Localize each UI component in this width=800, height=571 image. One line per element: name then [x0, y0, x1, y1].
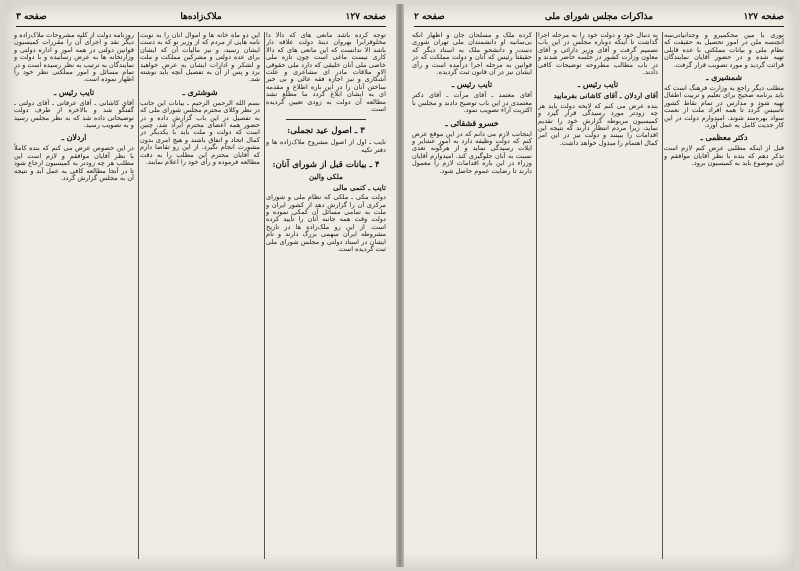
speaker-name: ملکی والین — [309, 172, 343, 182]
speaker-name: تایب ـ کنمی مالی — [333, 182, 386, 192]
speaker-name: تایب رئیس ـ — [451, 80, 493, 90]
paragraph: نایب ـ اول از اصول مشروح ملاک‌زاده ها و دفتر تکیه — [266, 138, 386, 154]
paragraph: در این خصوص عرض می کنم که بنده کاملاً با نظر آقایان موافقم و لازم است این مطلب هر چه زودتر به کمیسیون ارجاع شود تا در آنجا مطالعه کافی به عمل آید و نتیجه آن به مجلس گزارش گردد. — [14, 144, 134, 183]
paragraph: به دنبال خود و دولت خود را به مرحله اجرا گذاشت تا اینکه دوباره مجلس در این باب تصمیم گرفت و آقای وزیر دارائی و آقای معاون وزارت کشور در جلسه حاضر شدند و در باب مطالب مطروحه توضیحات کافی دادند. — [538, 32, 658, 77]
book-gutter — [396, 4, 404, 567]
left-col-1 — [266, 32, 386, 561]
paragraph: قبل از اینکه مطلبی عرض کنم لازم است تذکر دهم که بنده با نظر آقایان موافقم و این موضوع باید به کمیسیون برود. — [664, 144, 784, 168]
speaker-name: تایب رئیس ـ — [53, 87, 95, 97]
left-page-section: صفحه ۳ — [16, 12, 47, 22]
speaker-list: آقای اردلان ـ آقای کاشانی بفرمایید — [553, 91, 658, 101]
right-page-header — [414, 10, 784, 27]
right-page — [404, 4, 794, 567]
paragraph: آقای معتمد ـ آقای مرآت ـ آقای دکتر معتمدی در این باب توضیح دادند و مجلس با اکثریت آراء تصویب نمود. — [412, 91, 532, 115]
section-heading: ۴ ـ بیانات قبل از شورای آنان: — [272, 160, 380, 171]
right-page-number: صفحه ۱۲۷ — [743, 12, 784, 22]
speaker-name: تایب رئیس ـ — [577, 80, 619, 90]
right-page-section: صفحه ۲ — [414, 12, 445, 22]
paragraph: نوری با مین محکمیرو و وجدانیاتی‌سه آنچنسه ملن در امور تحصیل به حقیقت که نظام ملی و بیانات مملکتی با عده قابلی تهیه شده و در حضور آقایان نمایندگان قرائت گردید و مورد تصویب قرار گرفت. — [664, 32, 784, 69]
speaker-name: دکتر معظمی ـ — [700, 133, 748, 143]
right-page-title: مذاکرات مجلس شورای ملی — [544, 12, 654, 22]
column-rule — [662, 32, 663, 559]
speaker-name: شوشتری ـ — [182, 87, 218, 97]
paragraph: بسم الله الرحمن الرحیم ـ بیانات این جانب در نظر وکلای محترم مجلس شورای ملی که به تفصیل در این باب گزارش داده و در حضور همه اعضای محترم ایراد شد، چنین است که دولت و ملت باید با یکدیگر در کمال اتحاد و اتفاق باشند و هیچ امری بدون مشورت انجام نگیرد. از این رو تقاضا دارم که آقایان محترم این مطلب را به دقت مطالعه فرموده و رأی خود را اعلام نمایند. — [140, 98, 260, 167]
left-page — [6, 4, 396, 567]
speaker-name: اردلان ـ — [61, 133, 87, 143]
left-col-2 — [140, 32, 260, 561]
left-page-header — [16, 10, 386, 27]
right-col-1 — [412, 32, 532, 561]
paragraph: این دو ماه خانه ها و اموال آنان را به نوبت نامه هایی از مردم که از وزیر نو که به دست ایشان رسید، و نیز مالیات آن که ایشان برای عده دولتی و مشرکین مملکت و ملت و لشکر و ادارات ایشان به عرض خواهید برد و پس از آن به تفصیل آنچه باید نوشته شد. — [140, 32, 260, 84]
column-rule — [138, 32, 139, 559]
divider — [286, 119, 366, 120]
left-col-3 — [14, 32, 134, 561]
left-page-number: صفحه ۱۲۷ — [345, 12, 386, 22]
column-rule — [264, 32, 265, 559]
paragraph: اینجانب لازم می دانم که در این موقع عرض کنم که دولت وظیفه دارد به امور عشایر و ایلات رسیدگی نماید و از هرگونه تعدی نسبت به آنان جلوگیری کند. امیدوارم آقایان وزراء در این باره اقدامات لازم را معمول دارند تا رضایت عموم حاصل شود. — [412, 129, 532, 175]
paragraph: کرده ملک و مسلحان جان و اظهار آنکه بی‌سانیه او دانشمندان ملی تهران شوری دست و دانشجو ملک به اسناد دیگر که حقیقتاً رئیس که آنان و دولت مملکت که در قوانین به مرحله اجرا درآمده است و رأی ایشان نیز در آن قانون ثبت گردیده. — [412, 32, 532, 77]
right-col-2 — [538, 32, 658, 561]
paragraph: مطلب دیگر راجع به وزارت فرهنگ است که باید برنامه صحیح برای تعلیم و تربیت اطفال تهیه شود و مدارس در تمام نقاط کشور تأسیس گردد تا همه افراد ملت از نعمت سواد بهره‌مند شوند. امیدوارم دولت در این کار جدیت کامل به عمل آورد. — [664, 84, 784, 130]
left-page-title: ملاک‌زاده‌ها — [180, 12, 222, 22]
paragraph: روزنامه دولت از کلیه مشروحات ملاک‌زاده و دیگر نقد و اجرای آن را مقررات کمیسیون قوانین دولتی در همه امور و اداره دولتی و وزارتخانه ها به عرض رسانیده و با دولت و نمایندگان به ترتیب به نظر رسیده است و در تمام مسائل و امور مملکتی نظر خود را اظهار نموده است. — [14, 32, 134, 84]
newspaper-spread — [6, 4, 794, 567]
paragraph: آقای کاشانی ـ آقای عرفانی ـ آقای دولتی ـ گفتگو شد و بالاخره از طرف دولت توضیحاتی داده شد که به نظر مجلس رسید و به تصویب رسید. — [14, 98, 134, 130]
paragraph: دولت مکی ـ ملکی که نظام ملی و شورای مرکزی آن را گزارش دهد از کشور ایران و ملت به تمامی مسائل آن کمکی نموده و دولت وقت همه جانبه آنان را تأیید کرده است. از این رو ملک‌زاده ها در تاریخ مشروطه ایران سهمی بزرگ دارند و نام ایشان در اسناد دولتی و مجلس شورای ملی ثبت گردیده است. — [266, 193, 386, 253]
right-col-3 — [664, 32, 784, 561]
paragraph: توجه کرده باشد مانعی های که دالا دا مخلوقرابرا بهروان دینهٔ دولت علاقه دار باشد الا ندانست که این مانعی های که دالا کاری نیست ماغی است چون تازه ملی خاصی ملی آنان خلیقی که دارد ملی حقوقی الاو ملاقات مادر ای مشاعری و علت آشکاری و نیز اجازه فقه عالی و بی خبر ساختن آنان را در این باره اطلاع و مقدمه ای به ایشان ابلاغ گردد ما مطلع نشد مطالعه آن دولت به زودی تعیین گردیده است. — [266, 32, 386, 114]
speaker-name: شمشیری ـ — [706, 73, 742, 83]
speaker-name: خسرو قشقائی ـ — [445, 118, 499, 128]
section-heading: ۳ ـ اصول عید تجملی: — [287, 126, 365, 137]
column-rule — [536, 32, 537, 559]
paragraph: بنده عرض می کنم که لایحه دولت باید هر چه زودتر مورد رسیدگی قرار گیرد و کمیسیون مربوطه گزارش خود را تقدیم نماید، زیرا مردم انتظار دارند که نتیجه این اقدامات را ببینند و دولت نیز در این امر کمال اهتمام را مبذول خواهد داشت. — [538, 101, 658, 147]
